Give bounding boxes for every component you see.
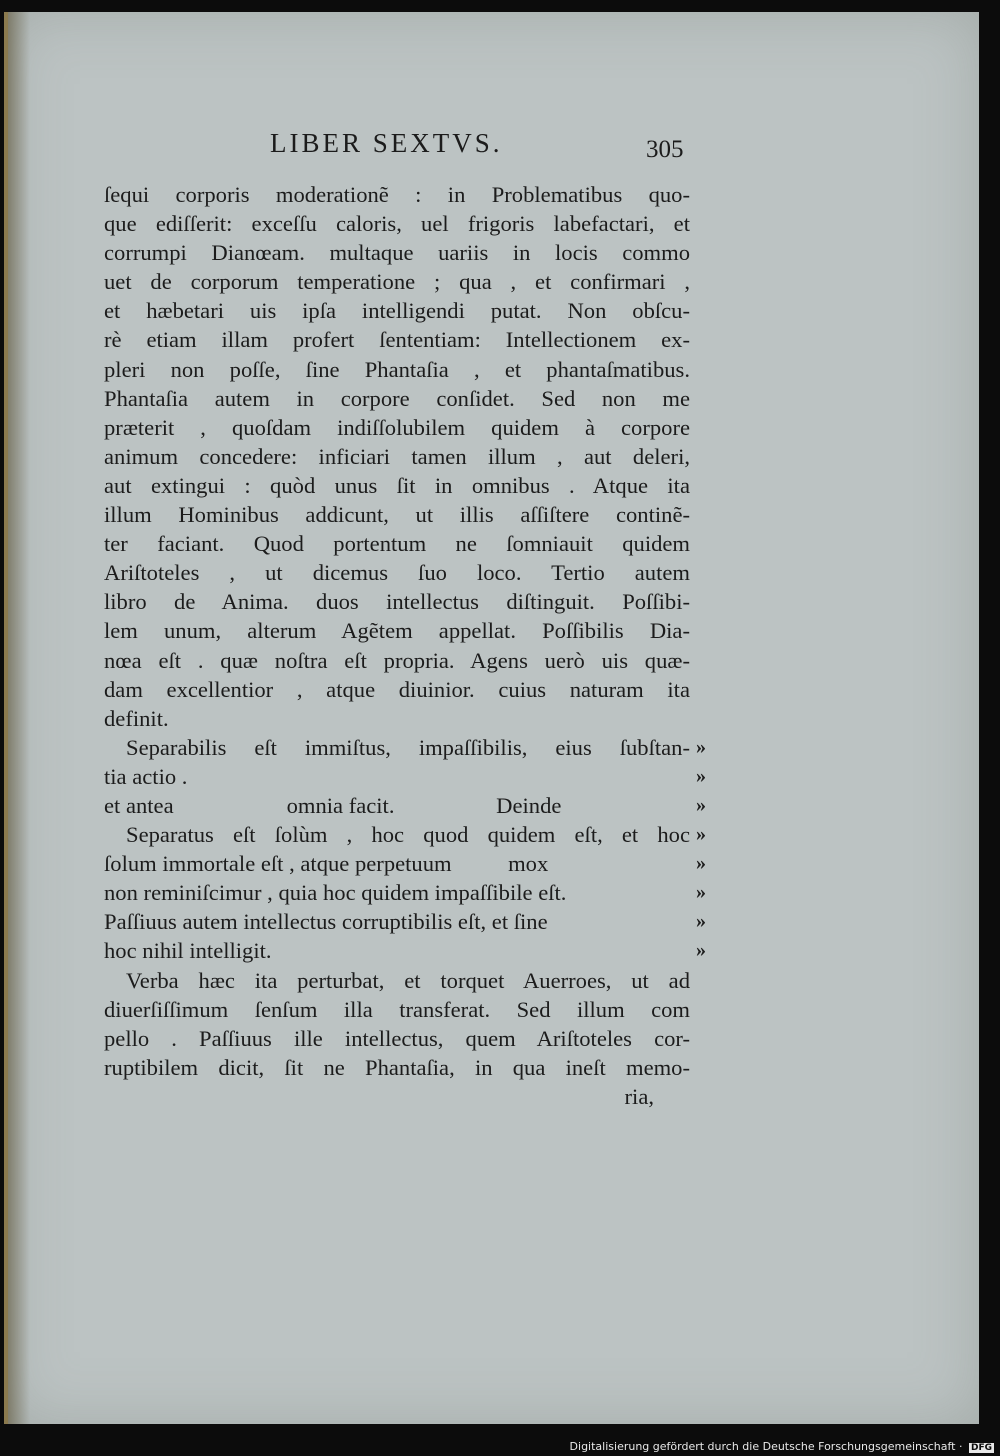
quote-text: hoc nihil intelligit. [104, 938, 272, 964]
credit-text: Digitalisierung gefördert durch die Deutsche Forschungsgemeinschaft [569, 1440, 956, 1453]
quote-mark: » [696, 793, 706, 816]
text-line: dam excellentior , atque diuinior. cuius naturam ita [104, 676, 690, 702]
text-line: pleri non poſſe, ſine Phantaſia , et phantaſmatibus. [104, 356, 690, 382]
quote-text: Separabilis eſt immiſtus, impaſſibilis, eius ſubſtan- [126, 734, 690, 760]
text-line: ter faciant. Quod portentum ne ſomniauit quidem [104, 531, 690, 557]
quote-text: tia actio . [104, 763, 188, 789]
text-line: definit. [104, 705, 169, 731]
quote-line [104, 820, 706, 849]
quote-mark: » [696, 823, 706, 846]
text-line: et hæbetari uis ipſa intelligendi putat. Non obſcu- [104, 298, 690, 324]
digitization-credit: Digitalisierung gefördert durch die Deutsche Forschungsgemeinschaft · DFG [569, 1440, 992, 1453]
quote-mark: » [696, 852, 706, 875]
text-line: pello . Paſſiuus ille intellectus, quem Ariſtoteles cor- [104, 1025, 690, 1051]
text-line: ſequi corporis moderationẽ : in Problematibus quo- [104, 182, 690, 207]
page-text [104, 180, 706, 1111]
text-line: ruptibilem dicit, ſit ne Phantaſia, in qua ineſt memo- [104, 1054, 690, 1080]
quote-mark: » [696, 910, 706, 933]
text-line: lem unum, alterum Agẽtem appellat. Poſſibilis Dia- [104, 618, 690, 644]
quote-line [104, 849, 706, 878]
text-line: que ediſſerit: exceſſu caloris, uel frigoris labefactari, et [104, 211, 690, 237]
text-line: diuerſiſſimum ſenſum illa transferat. Sed illum com [104, 996, 690, 1022]
quote-text: ſolum immortale eſt , atque perpetuum mox [104, 851, 549, 877]
quote-text: Paſſiuus autem intellectus corruptibilis eſt, et ſine [104, 909, 548, 935]
text-line: præterit , quoſdam indiſſolubilem quidem à corpore [104, 414, 690, 440]
quote-text: non reminiſcimur , quia hoc quidem impaſſibile eſt. [104, 880, 567, 906]
text-line: rè etiam illam profert ſententiam: Intellectionem ex- [104, 327, 690, 353]
text-line: aut extingui : quòd unus ſit in omnibus . Atque ita [104, 472, 690, 498]
quote-mark: » [696, 764, 706, 787]
text-line: libro de Anima. duos intellectus diſtinguit. Poſſibi- [104, 589, 690, 615]
text-line: nœa eſt . quæ noſtra eſt propria. Agens uerò uis quæ- [104, 647, 690, 673]
page-number: 305 [646, 136, 684, 163]
quote-text: et antea omnia facit. Deinde [104, 792, 562, 818]
text-line: corrumpi Dianœam. multaque uariis in locis commo [104, 240, 690, 266]
catchword: ria, [624, 1083, 654, 1109]
running-title: LIBER SEXTVS. [270, 128, 503, 158]
text-line: animum concedere: inficiari tamen illum , aut deleri, [104, 443, 690, 469]
text-line: illum Hominibus addicunt, ut illis aſſiſtere continẽ- [104, 502, 690, 528]
quote-text: Separatus eſt ſolùm , hoc quod quidem eſt, et hoc [126, 822, 690, 848]
quote-mark: » [696, 881, 706, 904]
text-line: Verba hæc ita perturbat, et torquet Auerroes, ut ad [126, 967, 690, 993]
quote-line [104, 733, 706, 762]
quote-line [104, 907, 706, 936]
text-line: Phantaſia autem in corpore conſidet. Sed non me [104, 385, 690, 411]
quote-mark: » [696, 939, 706, 962]
page-spine-shadow [8, 12, 30, 1424]
quote-line [104, 762, 706, 791]
text-line: uet de corporum temperatione ; qua , et confirmari , [104, 269, 690, 295]
quote-line [104, 791, 706, 820]
dfg-logo: DFG [970, 1443, 992, 1453]
quote-line [104, 878, 706, 907]
quote-line [104, 936, 706, 965]
text-line: Ariſtoteles , ut dicemus ſuo loco. Tertio autem [104, 560, 690, 586]
quote-mark: » [696, 735, 706, 758]
